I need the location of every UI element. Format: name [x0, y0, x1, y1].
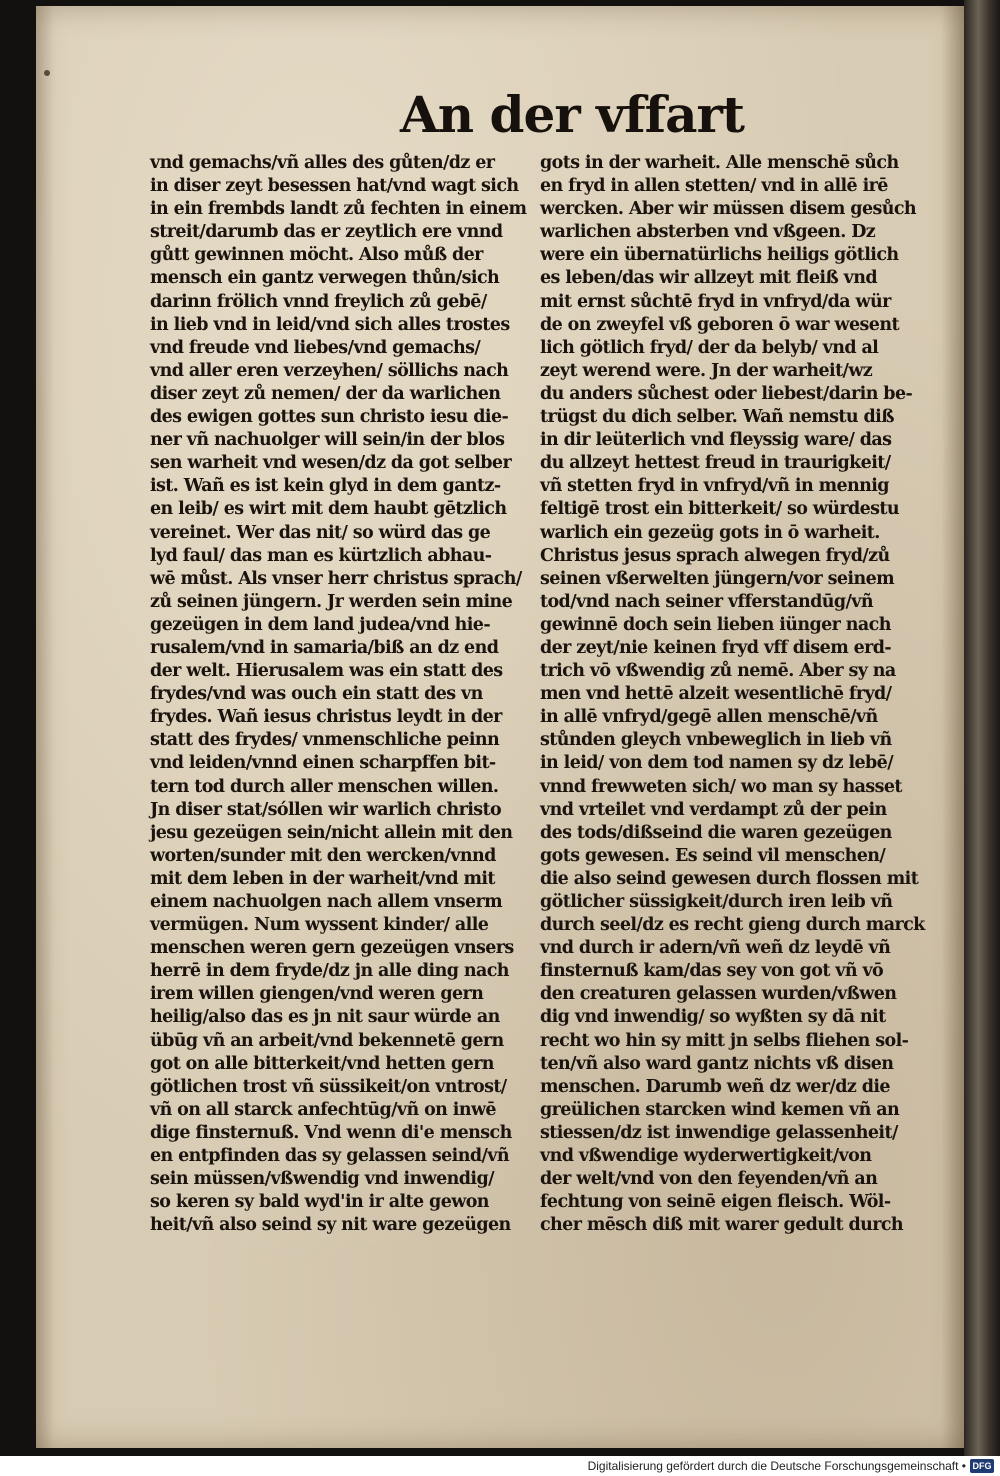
text-line: Christus jesus sprach alwegen fryd/zů [540, 545, 890, 566]
text-line: des tods/dißseind die waren gezeügen [540, 822, 892, 843]
text-line: finsternuß kam/das sey von got vñ vō [540, 961, 884, 982]
text-line: zeyt werend were. Jn der warheit/wz [540, 360, 873, 381]
text-line: feltigē trost ein bitterkeit/ so würdestu [540, 499, 900, 520]
text-line: ten/vñ also ward gantz nichts vß disen [540, 1053, 894, 1074]
text-line: warlich ein gezeüg gots in ō warheit. [540, 522, 880, 543]
text-line: menschen. Darumb weñ dz wer/dz die [540, 1076, 890, 1097]
text-line: trich vō vßwendig zů nemē. Aber sy na [540, 661, 896, 682]
text-column-right [540, 152, 925, 1237]
text-line: en entpfinden das sy gelassen seind/vñ [150, 1146, 509, 1167]
text-line: sein müssen/vßwendig vnd inwendig/ [150, 1169, 494, 1190]
text-line: vnd vßwendige wyderwertigkeit/von [540, 1146, 872, 1167]
text-line: gůtt gewinnen möcht. Also můß der [150, 245, 483, 266]
text-line: mit dem leben in der warheit/vnd mit [150, 868, 495, 889]
text-line: mensch ein gantz verwegen thůn/sich [150, 268, 500, 289]
text-line: den creaturen gelassen wurden/vßwen [540, 984, 897, 1005]
text-line: vnnd frewweten sich/ wo man sy hasset [540, 776, 902, 797]
text-line: sen warheit vnd wesen/dz da got selber [150, 453, 512, 474]
footer-bar [0, 1456, 1000, 1476]
text-line: gewinnē doch sein lieben iünger nach [540, 614, 891, 635]
text-line: en fryd in allen stetten/ vnd in allē irē [540, 176, 888, 197]
text-line: gezeügen in dem land judea/vnd hie- [150, 614, 490, 635]
text-line: vñ stetten fryd in vnfryd/vñ in mennig [540, 476, 889, 497]
text-line: lich götlich fryd/ der da belyb/ vnd al [540, 337, 879, 358]
page-edge [964, 0, 1000, 1456]
text-line: tern tod durch aller menschen willen. [150, 776, 499, 797]
text-line: lyd faul/ das man es kürtzlich abhau- [150, 545, 492, 566]
text-line: der zeyt/nie keinen fryd vff disem erd- [540, 637, 892, 658]
text-line: so keren sy bald wyd'in ir alte gewon [150, 1192, 489, 1213]
text-line: des ewigen gottes sun christo iesu die- [150, 407, 509, 428]
text-line: übūg vñ an arbeit/vnd bekennetē gern [150, 1030, 504, 1051]
text-line: in dir leüterlich vnd fleyssig ware/ das [540, 430, 892, 451]
text-line: vnd freude vnd liebes/vnd gemachs/ [150, 337, 481, 358]
text-line: in lieb vnd in leid/vnd sich alles trostes [150, 314, 510, 335]
text-line: menschen weren gern gezeügen vnsers [150, 938, 514, 959]
text-line: mit ernst sůchtē fryd in vnfryd/da wür [540, 291, 891, 312]
text-line: zů seinen jüngern. Jr werden sein mine [150, 591, 513, 612]
text-line: gots gewesen. Es seind vil menschen/ [540, 845, 886, 866]
text-line: die also seind gewesen durch flossen mit [540, 868, 919, 889]
text-line: recht wo hin sy mitt jn selbs fliehen sol- [540, 1030, 909, 1051]
text-line: worten/sunder mit den wercken/vnnd [150, 845, 496, 866]
text-line: got on alle bitterkeit/vnd hetten gern [150, 1053, 494, 1074]
text-line: vnd durch ir adern/vñ weñ dz leydē vñ [540, 938, 891, 959]
text-line: in ein frembds landt zů fechten in einem [150, 199, 527, 220]
text-line: dige finsternuß. Vnd wenn di'e mensch [150, 1122, 512, 1143]
text-line: in diser zeyt besessen hat/vnd wagt sich [150, 176, 519, 197]
text-line: streit/darumb das er zeytlich ere vnnd [150, 222, 503, 243]
text-line: frydes/vnd was ouch ein statt des vn [150, 684, 483, 705]
text-line: irem willen giengen/vnd weren gern [150, 984, 484, 1005]
text-line: herrē in dem fryde/dz jn alle ding nach [150, 961, 509, 982]
text-line: fechtung von seinē eigen fleisch. Wöl- [540, 1192, 891, 1213]
text-line: de on zweyfel vß geboren ō war wesent [540, 314, 899, 335]
text-line: greülichen starcken wind kemen vñ an [540, 1099, 900, 1120]
text-line: durch seel/dz es recht gieng durch marck [540, 915, 925, 936]
text-line: frydes. Wañ iesus christus leydt in der [150, 707, 502, 728]
text-line: in leid/ von dem tod namen sy dz lebē/ [540, 753, 893, 774]
text-column-left [150, 152, 528, 1237]
text-line: statt des frydes/ vnmenschliche peinn [150, 730, 500, 751]
text-line: du anders sůchest oder liebest/darin be- [540, 383, 913, 404]
text-line: heilig/also das es jn nit saur würde an [150, 1007, 500, 1028]
text-line: en leib/ es wirt mit dem haubt gētzlich [150, 499, 507, 520]
text-line: cher mēsch diß mit warer gedult durch [540, 1215, 903, 1236]
text-line: rusalem/vnd in samaria/biß an dz end [150, 637, 499, 658]
text-line: stiessen/dz ist inwendige gelassenheit/ [540, 1122, 898, 1143]
text-line: heit/vñ also seind sy nit ware gezeügen [150, 1215, 511, 1236]
ink-spot [44, 70, 50, 76]
text-line: wē můst. Als vnser herr christus sprach/ [150, 568, 522, 589]
text-line: gots in der warheit. Alle menschē sůch [540, 153, 899, 173]
text-line: vnd vrteilet vnd verdampt zů der pein [540, 799, 887, 820]
dfg-logo: DFG [970, 1459, 994, 1473]
text-line: vnd leiden/vnnd einen scharpffen bit- [150, 753, 496, 774]
text-line: darinn frölich vnnd freylich zů gebē/ [150, 291, 487, 312]
text-line: men vnd hettē alzeit wesentlichē fryd/ [540, 684, 892, 705]
text-line: es leben/das wir allzeyt mit fleiß vnd [540, 268, 877, 289]
text-line: stůnden gleych vnbeweglich in lieb vñ [540, 730, 892, 751]
funding-credit: Digitalisierung gefördert durch die Deutsche Forschungsgemeinschaft • [587, 1459, 966, 1473]
text-line: warlichen absterben vnd vßgeen. Dz [540, 222, 876, 243]
text-line: were ein übernatürlichs heiligs götlich [540, 245, 899, 266]
text-line: Jn diser stat/sóllen wir warlich christo [150, 799, 502, 820]
running-head: An der vffart [400, 85, 744, 144]
text-line: vermügen. Num wyssent kinder/ alle [150, 915, 489, 936]
text-line: vereinet. Wer das nit/ so würd das ge [150, 522, 491, 543]
text-line: götlicher süssigkeit/durch iren leib vñ [540, 892, 893, 912]
text-line: in allē vnfryd/gegē allen menschē/vñ [540, 707, 878, 728]
text-line: dig vnd inwendig/ so wyßten sy dā nit [540, 1007, 886, 1028]
text-line: ner vñ nachuolger will sein/in der blos [150, 430, 505, 451]
text-line: der welt/vnd von den feyenden/vñ an [540, 1169, 878, 1190]
text-line: vñ on all starck anfechtūg/vñ on inwē [150, 1099, 496, 1120]
text-line: seinen vßerwelten jüngern/vor seinem [540, 568, 895, 589]
text-line: einem nachuolgen nach allem vnserm [150, 892, 503, 912]
text-line: der welt. Hierusalem was ein statt des [150, 661, 503, 682]
text-line: ist. Wañ es ist kein glyd in dem gantz- [150, 476, 501, 497]
text-line: trügst du dich selber. Wañ nemstu diß [540, 407, 894, 428]
text-line: götlichen trost vñ süssikeit/on vntrost/ [150, 1076, 507, 1097]
text-line: vnd aller eren verzeyhen/ söllichs nach [150, 360, 509, 381]
text-line: jesu gezeügen sein/nicht allein mit den [150, 822, 513, 843]
text-line: wercken. Aber wir müssen disem gesůch [540, 199, 917, 220]
text-line: tod/vnd nach seiner vfferstandūg/vñ [540, 591, 873, 612]
text-line: diser zeyt zů nemen/ der da warlichen [150, 383, 501, 404]
text-line: vnd gemachs/vñ alles des gůten/dz er [150, 153, 495, 173]
text-line: du allzeyt hettest freud in traurigkeit/ [540, 453, 891, 474]
